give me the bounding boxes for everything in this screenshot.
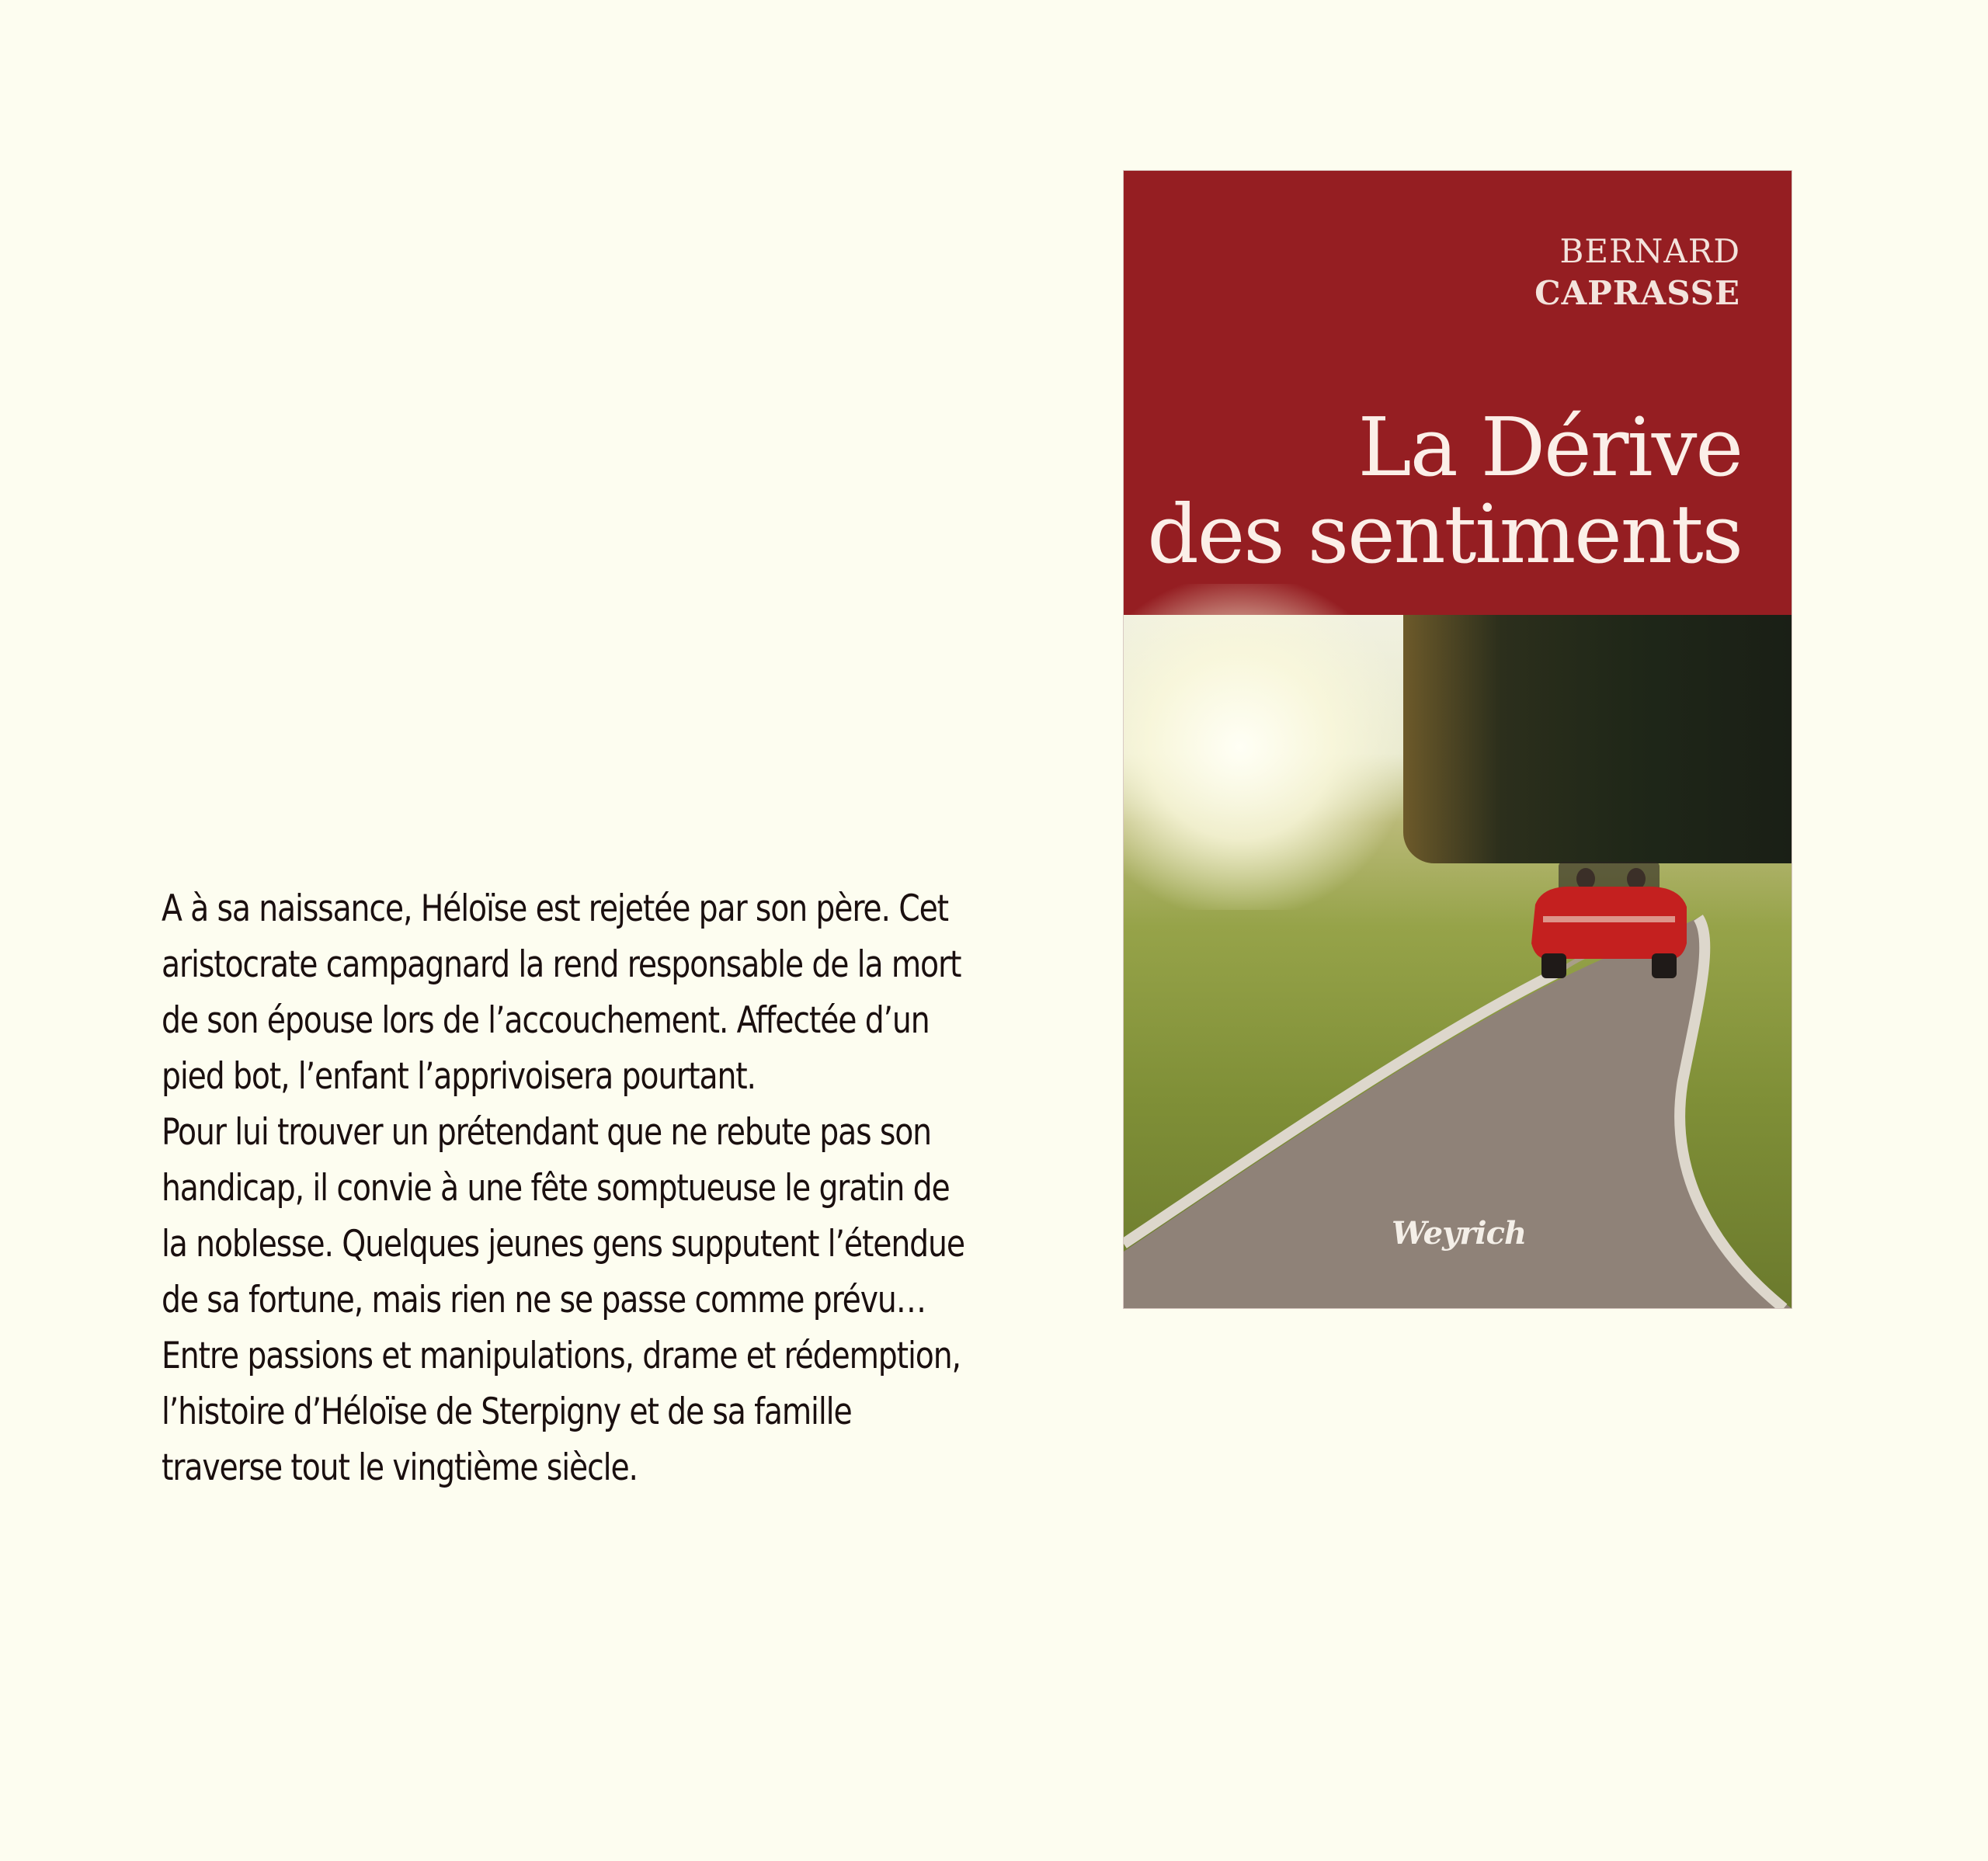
book-cover	[1124, 171, 1792, 1308]
author-last-name: CAPRASSE	[1534, 274, 1740, 312]
book-synopsis	[162, 881, 978, 1496]
title-line-2: des sentiments	[1147, 487, 1742, 582]
cover-photo-road-car	[1124, 615, 1792, 1308]
author-first-name: BERNARD	[1559, 232, 1740, 270]
red-car-icon	[1527, 862, 1691, 978]
cover-title	[1147, 400, 1742, 582]
cover-title-band	[1124, 171, 1792, 615]
publisher-logo: Weyrich	[1392, 1215, 1527, 1252]
title-line-1: La Dérive	[1357, 400, 1742, 495]
synopsis-paragraph-3: Entre passions et manipulations, drame et rédemption, l’histoire d’Héloïse de Sterpigny et de sa famille traverse tout le vingtième siècle.	[162, 1335, 961, 1489]
cover-author	[1534, 231, 1740, 315]
trees	[1403, 615, 1792, 863]
synopsis-paragraph-2: Pour lui trouver un prétendant que ne rebute pas son handicap, il convie à une fête somptueuse le gratin de la noblesse. Quelques jeunes gens supputent l’étendue de sa fortune, mais rien ne se passe comme prévu…	[162, 1111, 964, 1321]
synopsis-paragraph-1: A à sa naissance, Héloïse est rejetée par son père. Cet aristocrate campagnard la rend responsable de la mort de son épouse lors de l’accouchement. Affectée d’un pied bot, l’enfant l’apprivoisera pourtant.	[162, 887, 961, 1098]
